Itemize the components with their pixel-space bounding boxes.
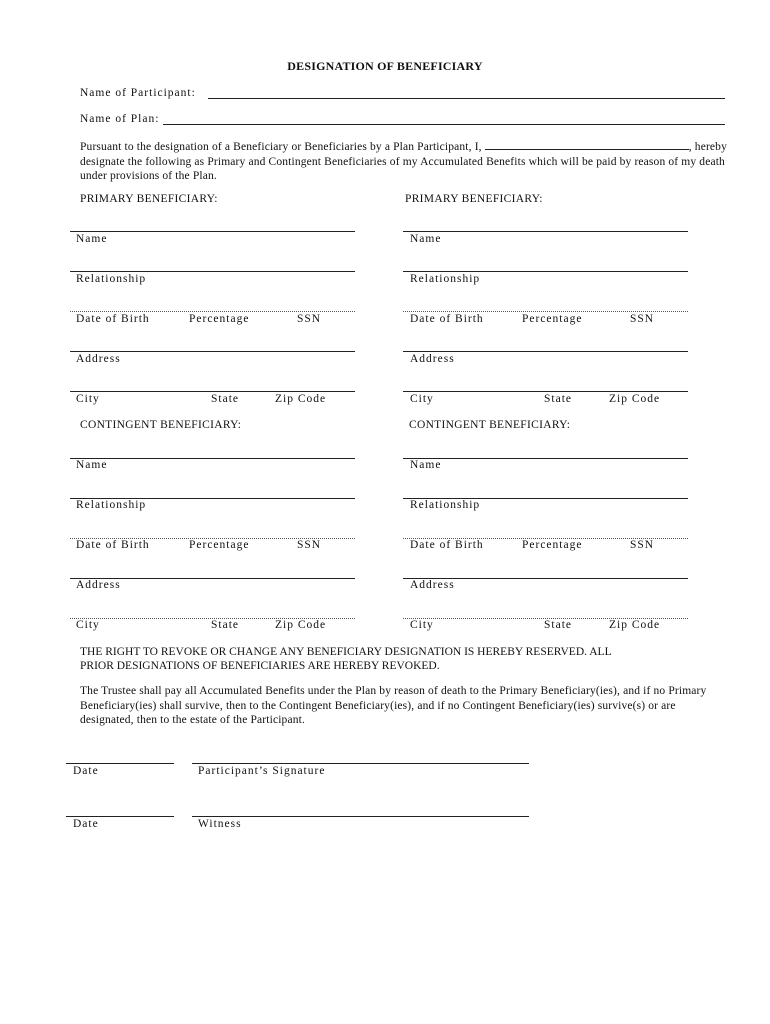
contingent-heading-right: CONTINGENT BENEFICIARY:	[409, 419, 571, 431]
primary-right-relationship-label: Relationship	[410, 273, 481, 285]
contingent-right-dob-label: Date of Birth	[410, 539, 484, 551]
intro-comma: ,	[688, 141, 692, 153]
contingent-right-name-field[interactable]	[403, 458, 688, 459]
participant-name-field[interactable]	[208, 98, 725, 99]
contingent-right-ssn-label: SSN	[630, 539, 655, 551]
primary-left-name-label: Name	[76, 233, 108, 245]
contingent-left-address-label: Address	[76, 579, 121, 591]
trustee-paragraph: The Trustee shall pay all Accumulated Benefits under the Plan by reason of death to the Primary Beneficiary(ies), and if no Primary Beneficiary(ies) shall survive, then to the Contingent Beneficiary(ies), and if no Contingent Beneficiary(ies) survive(s) or are designated, then to the estate of the Participant.	[80, 685, 707, 726]
witness-date-label: Date	[73, 818, 99, 830]
primary-left-state-label: State	[211, 393, 239, 405]
primary-heading-left: PRIMARY BENEFICIARY:	[80, 193, 218, 205]
contingent-right-percentage-label: Percentage	[522, 539, 583, 551]
contingent-right-state-label: State	[544, 619, 572, 631]
primary-left-city-field[interactable]	[70, 391, 355, 392]
contingent-right-name-label: Name	[410, 459, 442, 471]
contingent-left-city-label: City	[76, 619, 100, 631]
primary-left-dob-field[interactable]	[70, 311, 355, 312]
witness-date-field[interactable]	[66, 816, 174, 817]
contingent-left-zip-label: Zip Code	[275, 619, 327, 631]
primary-left-relationship-field[interactable]	[70, 271, 355, 272]
contingent-left-ssn-label: SSN	[297, 539, 322, 551]
intro-text-start: Pursuant to the designation of a Beneficiary or Beneficiaries by a Plan Participant, I,	[80, 141, 482, 153]
plan-name-field[interactable]	[163, 124, 725, 125]
primary-left-city-label: City	[76, 393, 100, 405]
primary-left-address-field[interactable]	[70, 351, 355, 352]
contingent-right-city-label: City	[410, 619, 434, 631]
contingent-left-percentage-label: Percentage	[189, 539, 250, 551]
primary-right-zip-label: Zip Code	[609, 393, 661, 405]
primary-right-city-label: City	[410, 393, 434, 405]
primary-left-ssn-label: SSN	[297, 313, 322, 325]
primary-right-percentage-label: Percentage	[522, 313, 583, 325]
primary-right-name-label: Name	[410, 233, 442, 245]
participant-date-label: Date	[73, 765, 99, 777]
contingent-left-name-field[interactable]	[70, 458, 355, 459]
primary-right-ssn-label: SSN	[630, 313, 655, 325]
primary-right-dob-label: Date of Birth	[410, 313, 484, 325]
contingent-heading-left: CONTINGENT BENEFICIARY:	[80, 419, 242, 431]
contingent-left-relationship-label: Relationship	[76, 499, 147, 511]
plan-label: Name of Plan:	[80, 113, 160, 125]
contingent-right-relationship-label: Relationship	[410, 499, 481, 511]
contingent-left-state-label: State	[211, 619, 239, 631]
primary-right-name-field[interactable]	[403, 231, 688, 232]
primary-right-dob-field[interactable]	[403, 311, 688, 312]
contingent-right-address-label: Address	[410, 579, 455, 591]
contingent-right-zip-label: Zip Code	[609, 619, 661, 631]
witness-signature-field[interactable]	[192, 816, 529, 817]
form-title: DESIGNATION OF BENEFICIARY	[287, 59, 483, 73]
primary-left-dob-label: Date of Birth	[76, 313, 150, 325]
primary-heading-right: PRIMARY BENEFICIARY:	[405, 193, 543, 205]
participant-signature-label: Participant’s Signature	[198, 765, 326, 777]
primary-right-address-label: Address	[410, 353, 455, 365]
intro-paragraph	[80, 139, 730, 184]
intro-text-rest: hereby designate the following as Primary and Contingent Beneficiaries of my Accumulated Benefits which will be paid by reason of my death under provisions of the Plan.	[80, 141, 727, 182]
primary-left-percentage-label: Percentage	[189, 313, 250, 325]
participant-label: Name of Participant:	[80, 87, 196, 99]
primary-left-relationship-label: Relationship	[76, 273, 147, 285]
participant-signature-field[interactable]	[192, 763, 529, 764]
primary-right-address-field[interactable]	[403, 351, 688, 352]
primary-right-city-field[interactable]	[403, 391, 688, 392]
witness-label: Witness	[198, 818, 242, 830]
contingent-left-dob-label: Date of Birth	[76, 539, 150, 551]
revoke-statement: THE RIGHT TO REVOKE OR CHANGE ANY BENEFICIARY DESIGNATION IS HEREBY RESERVED. ALL PRIOR DESIGNATIONS OF BENEFICIARIES ARE HEREBY REVOKED.	[80, 646, 612, 672]
primary-right-relationship-field[interactable]	[403, 271, 688, 272]
participant-inline-blank[interactable]	[485, 139, 689, 150]
participant-date-field[interactable]	[66, 763, 174, 764]
primary-left-address-label: Address	[76, 353, 121, 365]
primary-left-name-field[interactable]	[70, 231, 355, 232]
primary-left-zip-label: Zip Code	[275, 393, 327, 405]
contingent-left-name-label: Name	[76, 459, 108, 471]
primary-right-state-label: State	[544, 393, 572, 405]
